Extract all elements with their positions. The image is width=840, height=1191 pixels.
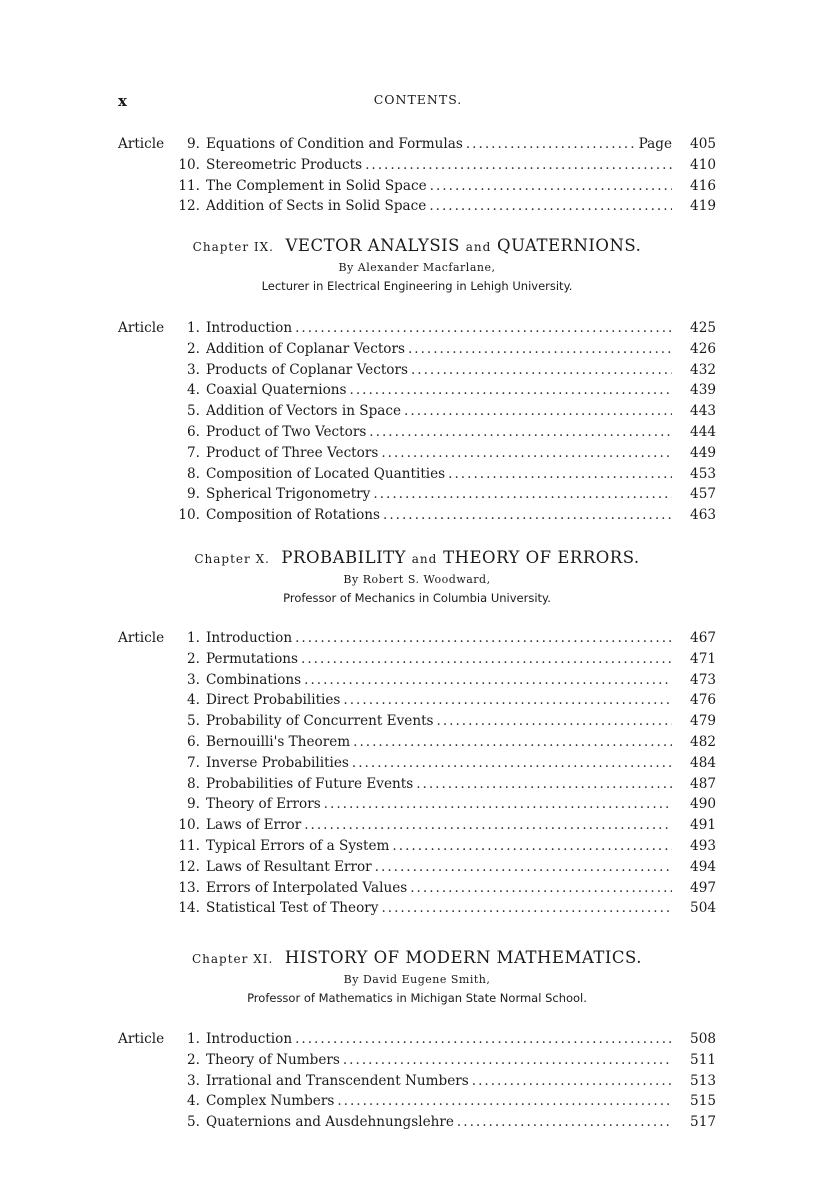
toc-row: 10. Laws of Error ..... 491: [118, 815, 716, 836]
toc-row: 3. Combinations ..... 473: [118, 670, 716, 691]
toc-row: 2. Permutations ..... 471: [118, 649, 716, 670]
page-prefix: Page: [638, 136, 672, 152]
chapter-byline: By Robert S. Woodward,: [343, 573, 491, 586]
toc-row: 8. Probabilities of Future Events ..... 487: [118, 774, 716, 795]
toc-row: 7. Inverse Probabilities ..... 484: [118, 753, 716, 774]
article-label: Article: [118, 1031, 165, 1047]
article-title: Stereometric Products: [206, 156, 363, 173]
article-number: 11.: [178, 177, 200, 194]
chapter-heading: [118, 948, 716, 1005]
toc-section-chapter-x: [118, 628, 716, 919]
running-title: CONTENTS.: [373, 92, 463, 107]
article-number: 10.: [178, 156, 200, 173]
toc-section-top: [118, 134, 716, 217]
chapter-title: Chapter X. PROBABILITY and THEORY OF ERRORS.: [194, 548, 640, 567]
toc-row: 5. Probability of Concurrent Events ..... 479: [118, 711, 716, 732]
chapter-byline: By Alexander Macfarlane,: [338, 261, 496, 274]
page-header: [118, 92, 718, 112]
article-number: 12.: [178, 198, 200, 215]
toc-row: 9. Spherical Trigonometry ..... 457: [118, 484, 716, 505]
toc-row: Article 1. Introduction ..... 508: [118, 1029, 716, 1050]
toc-row: 2. Theory of Numbers ..... 511: [118, 1050, 716, 1071]
chapter-byline: By David Eugene Smith,: [343, 973, 491, 986]
article-title: The Complement in Solid Space: [206, 177, 427, 194]
chapter-title: Chapter IX. VECTOR ANALYSIS and QUATERNIONS.: [192, 236, 642, 255]
toc-row: 3. Irrational and Transcendent Numbers ..... 513: [118, 1071, 716, 1092]
page-ref: 419: [690, 198, 716, 215]
page-ref: 405: [690, 136, 716, 152]
toc-row: Article 1. Introduction ..... 467: [118, 628, 716, 649]
toc-row: 8. Composition of Located Quantities ..... 453: [118, 464, 716, 485]
chapter-affiliation: Professor of Mathematics in Michigan State Normal School.: [247, 991, 587, 1005]
toc-row: [118, 134, 716, 155]
toc-row: 7. Product of Three Vectors ..... 449: [118, 443, 716, 464]
toc-row: 6. Bernouilli's Theorem ..... 482: [118, 732, 716, 753]
page-ref: 416: [690, 177, 716, 194]
toc-row: 2. Addition of Coplanar Vectors ..... 426: [118, 339, 716, 360]
chapter-heading: [118, 548, 716, 605]
toc-row: [118, 155, 716, 176]
toc-section-chapter-ix: [118, 318, 716, 526]
toc-row: Article 1. Introduction ..... 425: [118, 318, 716, 339]
chapter-label: Chapter IX.: [192, 240, 274, 254]
toc-row: 12. Laws of Resultant Error ..... 494: [118, 857, 716, 878]
toc-row: 9. Theory of Errors ..... 490: [118, 794, 716, 815]
toc-row: 4. Direct Probabilities ..... 476: [118, 690, 716, 711]
toc-row: 5. Quaternions and Ausdehnungslehre ..... 517: [118, 1112, 716, 1133]
toc-row: [118, 196, 716, 217]
toc-row: 6. Product of Two Vectors ..... 444: [118, 422, 716, 443]
toc-row: 10. Composition of Rotations ..... 463: [118, 505, 716, 526]
chapter-label: Chapter XI.: [191, 952, 274, 966]
toc-row: 5. Addition of Vectors in Space ..... 443: [118, 401, 716, 422]
chapter-title: Chapter XI. HISTORY OF MODERN MATHEMATICS.: [191, 948, 642, 967]
toc-row: 3. Products of Coplanar Vectors ..... 432: [118, 360, 716, 381]
page-ref: 410: [690, 156, 716, 173]
toc-row: 11. Typical Errors of a System ..... 493: [118, 836, 716, 857]
toc-row: 14. Statistical Test of Theory ..... 504: [118, 898, 716, 919]
page-number: x: [118, 92, 127, 110]
toc-row: 13. Errors of Interpolated Values ..... 497: [118, 878, 716, 899]
chapter-label: Chapter X.: [194, 552, 270, 566]
chapter-heading: [118, 236, 716, 293]
article-title: Equations of Condition and Formulas: [206, 136, 463, 152]
article-label: Article: [118, 320, 165, 336]
toc-row: [118, 176, 716, 197]
chapter-affiliation: Professor of Mechanics in Columbia University.: [283, 591, 551, 605]
article-title: Addition of Sects in Solid Space: [206, 198, 427, 215]
article-label: Article: [118, 630, 165, 646]
toc-row: 4. Coaxial Quaternions ..... 439: [118, 380, 716, 401]
article-number: 9.: [187, 136, 200, 152]
chapter-affiliation: Lecturer in Electrical Engineering in Lehigh University.: [261, 279, 573, 293]
toc-section-chapter-xi: [118, 1029, 716, 1133]
toc-row: 4. Complex Numbers ..... 515: [118, 1091, 716, 1112]
article-label: Article: [118, 136, 165, 152]
